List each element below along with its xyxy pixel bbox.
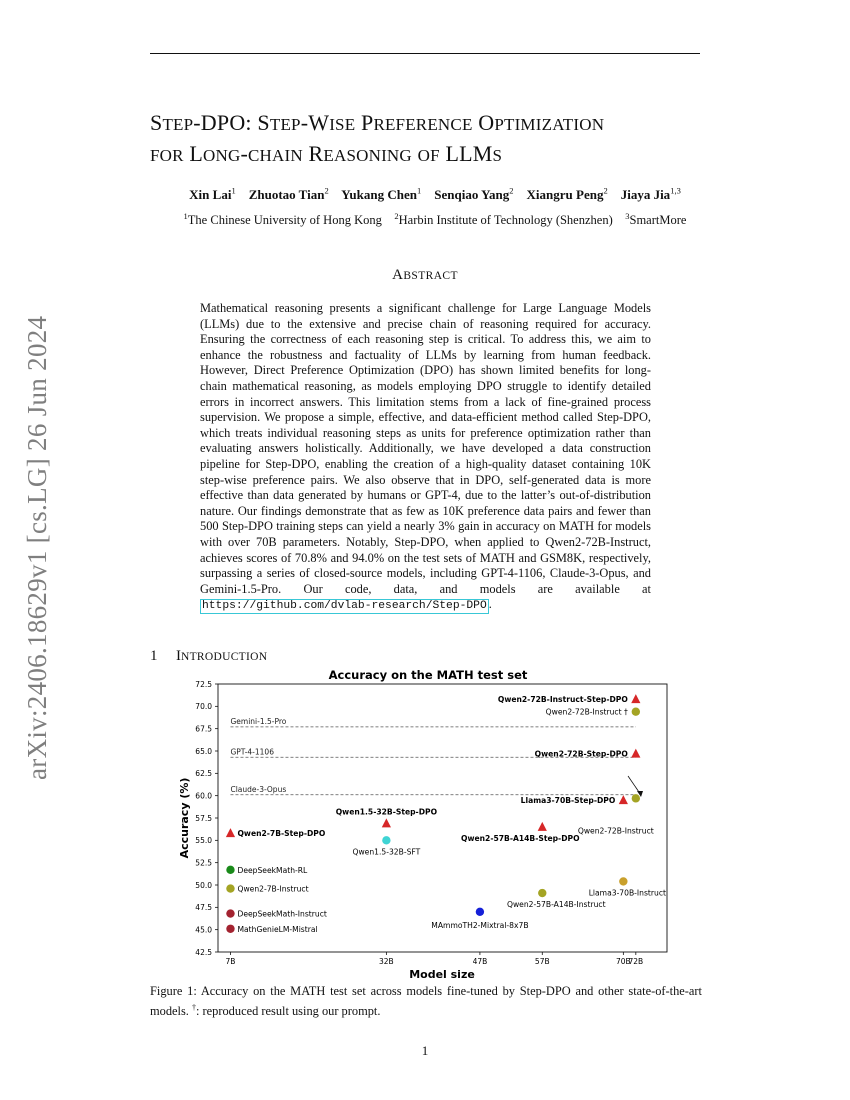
data-point-circle [632, 707, 640, 715]
affiliations: $^1$The Chinese University of Hong Kong $^2$Harbin Institute of Technology (Shenzhen) $^3$SmartMore [183, 211, 687, 228]
github-link[interactable]: https://github.com/dvlab-research/Step-DPO [202, 600, 487, 613]
data-point-triangle [631, 694, 640, 703]
data-point-label: Llama3-70B-Instruct [588, 888, 667, 898]
data-point-label: Qwen1.5-32B-SFT [352, 847, 421, 857]
data-point-label: Qwen2-57B-A14B-Step-DPO [461, 833, 580, 843]
data-point-label: MathGenieLM-Mistral [237, 924, 318, 934]
abstract-text: Mathematical reasoning presents a significant challenge for Large Language Models (LLMs) due to the extensive and precise chain of reasoning required for accuracy. Ensuring the correctness of each reasoning step is critical. To address this, we aim to enhance the robustness and factuality of LLMs by learning from human feedback. However, Direct Preference Optimization (DPO) has shown limited benefits for long-chain mathematical reasoning, as models employing DPO struggle to identify detailed errors in incorrect answers. This limitation stems from a lack of fine-grained process supervision. We propose a simple, effective, and data-efficient method called Step-DPO, which treats individual reasoning steps as units for preference optimization rather than evaluating answers holistically. Additionally, we have developed a data construction pipeline for Step-DPO, enabling the creation of a high-quality dataset containing 10K step-wise preference pairs. We also observe that in DPO, self-generated data is more effective than data generated by humans or GPT-4, due to the latter’s out-of-distribution nature. Our findings demonstrate that as few as 10K preference data pairs and fewer than 500 Step-DPO training steps can yield a nearly 3% gain in accuracy on MATH for models with over 70B parameters. Notably, Step-DPO, when applied to Qwen2-72B-Instruct, achieves scores of 70.8% and 94.0% on the test sets of MATH and GSM8K, respectively, surpassing a series of closed-source models, including GPT-4-1106, Claude-3-Opus, and Gemini-1.5-Pro. Our code, data, and models are available at [200, 301, 651, 596]
data-point-circle [632, 794, 640, 802]
data-point-triangle [631, 749, 640, 758]
y-tick-label: 50.0 [195, 880, 212, 890]
y-tick-label: 55.0 [195, 836, 212, 846]
data-point-label: DeepSeekMath-RL [237, 865, 308, 875]
y-tick-label: 65.0 [195, 746, 212, 756]
y-tick-label: 67.5 [195, 724, 212, 734]
title-line-1: STEP-DPO: STEP-WISE PREFERENCE OPTIMIZATION [150, 110, 605, 135]
data-point-circle [226, 884, 234, 892]
title-line-2: FOR LONG-CHAIN REASONING OF LLMS [150, 141, 503, 166]
y-tick-label: 47.5 [195, 903, 212, 913]
y-tick-label: 57.5 [195, 813, 212, 823]
abstract-body: Mathematical reasoning presents a significant challenge for Large Language Models (LLMs) due to the extensive and precise chain of reasoning required for accuracy. Ensuring the correctness of each reasoning step is critical. To address this, we aim to enhance the robustness and factuality of LLMs by learning from human feedback. However, Direct Preference Optimization (DPO) has shown limited benefits for long-chain mathematical reasoning, as models employing DPO struggle to identify detailed errors in incorrect answers. This limitation stems from a lack of fine-grained process supervision. We propose a simple, effective, and data-efficient method called Step-DPO, which treats individual reasoning steps as units for preference optimization rather than evaluating answers holistically. Additionally, we have developed a data construction pipeline for Step-DPO, enabling the creation of a high-quality dataset containing 10K step-wise preference pairs. We also observe that in DPO, self-generated data is more effective than data generated by humans or GPT-4, due to the latter’s out-of-distribution nature. Our findings demonstrate that as few as 10K preference data pairs and fewer than 500 Step-DPO training steps can yield a nearly 3% gain in accuracy on MATH for models with over 70B parameters. Notably, Step-DPO, when applied to Qwen2-72B-Instruct, achieves scores of 70.8% and 94.0% on the test sets of MATH and GSM8K, respectively, surpassing a series of closed-source models, including GPT-4-1106, Claude-3-Opus, and Gemini-1.5-Pro. Our code, data, and models are available at https://github.com/dvlab-research/Step-DPO . [200, 301, 651, 613]
arxiv-stamp: arXiv:2406.18629v1 [cs.LG] 26 Jun 2024 [22, 315, 52, 780]
data-point-triangle [619, 795, 628, 804]
data-point-triangle [538, 822, 547, 831]
data-point-label: Llama3-70B-Step-DPO [520, 796, 616, 806]
author-list [150, 186, 720, 203]
math-accuracy-chart [168, 664, 688, 982]
abstract-heading: ABSTRACT [392, 267, 458, 283]
x-tick-label: 57B [534, 957, 550, 966]
reference-line-label: GPT-4-1106 [230, 747, 274, 757]
x-axis-label: Model size [409, 968, 475, 981]
author: Yukang Chen$^1$ [341, 186, 422, 203]
data-point-label: Qwen2-7B-Instruct [237, 884, 309, 894]
y-tick-label: 72.5 [195, 679, 212, 689]
author: Jiaya Jia$^{1,3}$ [620, 186, 681, 203]
y-axis-label: Accuracy (%) [178, 777, 191, 859]
data-point-label: Qwen1.5-32B-Step-DPO [335, 807, 438, 817]
y-tick-label: 70.0 [195, 702, 212, 712]
data-point-circle [226, 866, 234, 874]
data-point-label: Qwen2-57B-A14B-Instruct [506, 900, 606, 910]
data-point-triangle [382, 818, 391, 827]
author: Xin Lai$^1$ [189, 186, 236, 203]
y-tick-label: 60.0 [195, 791, 212, 801]
data-point-label: Qwen2-72B-Step-DPO [534, 749, 628, 759]
y-tick-label: 45.0 [195, 925, 212, 935]
author: Xiangru Peng$^2$ [526, 186, 608, 203]
y-tick-label: 62.5 [195, 769, 212, 779]
data-point-circle [476, 908, 484, 916]
data-point-circle [226, 909, 234, 917]
author: Senqiao Yang$^2$ [434, 186, 514, 203]
data-point-label: MAmmoTH2-Mixtral-8x7B [431, 920, 529, 930]
paper-title [150, 108, 750, 170]
section-heading: 1 INTRODUCTION [150, 648, 268, 664]
figure-caption: Figure 1: Accuracy on the MATH test set across models fine-tuned by Step-DPO and other state-of-the-art models. †: reproduced result using our prompt. [150, 984, 702, 1018]
top-rule [150, 53, 700, 54]
data-point-circle [619, 877, 627, 885]
data-point-triangle [226, 828, 235, 837]
x-tick-label: 7B [225, 957, 236, 966]
data-point-circle [382, 836, 390, 844]
data-point-circle [226, 925, 234, 933]
chart-title: Accuracy on the MATH test set [328, 668, 528, 682]
y-tick-label: 52.5 [195, 858, 212, 868]
reference-line-label: Gemini-1.5-Pro [230, 716, 287, 726]
page-number: 1 [421, 1043, 429, 1058]
data-point-label: DeepSeekMath-Instruct [237, 909, 327, 919]
x-tick-label: 32B [379, 957, 394, 966]
x-tick-label: 47B [472, 957, 488, 966]
data-point-label: Qwen2-72B-Instruct-Step-DPO [497, 695, 628, 705]
data-point-label: Qwen2-7B-Step-DPO [237, 829, 326, 839]
x-tick-label: 72B [628, 957, 644, 966]
y-tick-label: 42.5 [195, 947, 212, 957]
reference-line-label: Claude-3-Opus [230, 784, 287, 794]
x-tick-label: 70B [615, 957, 631, 966]
data-point-label: Qwen2-72B-Instruct † [545, 707, 628, 717]
author: Zhuotao Tian$^2$ [248, 186, 329, 203]
data-point-label: Qwen2-72B-Instruct [577, 826, 654, 836]
data-point-circle [538, 889, 546, 897]
